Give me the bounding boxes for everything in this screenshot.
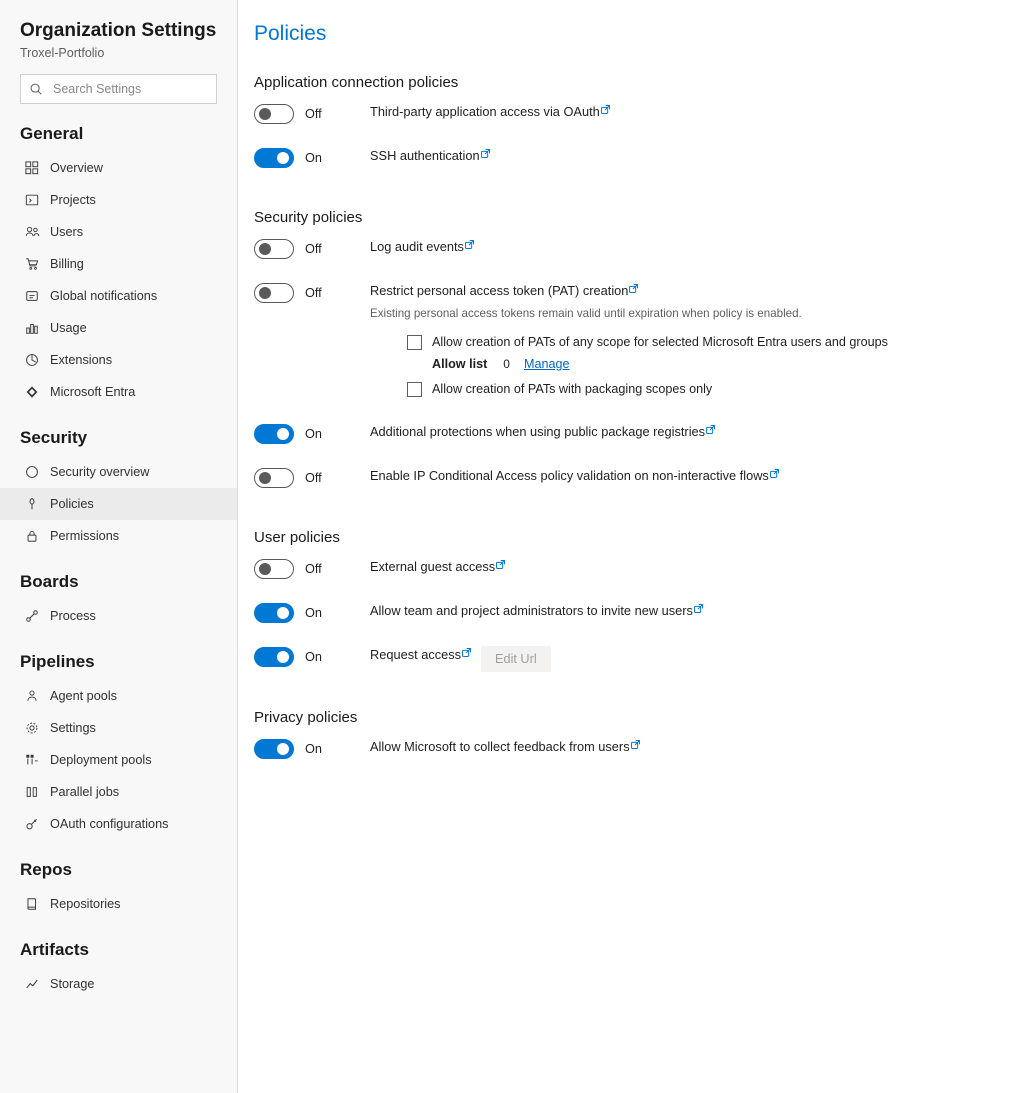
grid-icon [24,160,40,176]
external-link-icon[interactable] [770,467,779,485]
policy-toggle-group [254,102,370,124]
search-icon [29,82,43,96]
policy-toggle-group [254,737,370,759]
toggle-knob [277,607,289,619]
checkbox-label: Allow creation of PATs of any scope for selected Microsoft Entra users and groups [432,335,888,349]
policy-toggle-state: Off [305,242,322,256]
section-title: Security policies [254,209,363,226]
oauth-icon [24,816,40,832]
projects-icon [24,192,40,208]
policy-row [254,728,994,772]
policy-label: External guest access [370,559,496,574]
sidebar-item-global-notifications[interactable] [0,280,237,312]
policy-label: Request access [370,647,462,662]
policy-toggle-state: On [305,427,322,441]
policy-body [370,422,994,441]
sidebar-item-label: Process [50,609,96,623]
policy-toggle-state: Off [305,107,322,121]
policy-toggle-group [254,557,370,579]
policy-label: Allow Microsoft to collect feedback from users [370,739,630,754]
entra-icon [24,384,40,400]
policy-label-line [370,467,994,485]
sidebar [0,0,238,1093]
nav-group-title: Security [20,428,88,447]
sidebar-item-label: Settings [50,721,96,735]
sidebar-item-settings[interactable] [0,712,237,744]
policy-sections [254,74,994,772]
sidebar-item-permissions[interactable] [0,520,237,552]
edit-url-button[interactable]: Edit Url [481,646,551,672]
policy-label: Allow team and project administrators to invite new users [370,603,693,618]
nav-group-title: General [20,124,84,143]
policy-row [254,548,994,592]
sidebar-item-label: Billing [50,257,84,271]
policy-label: Log audit events [370,239,464,254]
gear-icon [24,720,40,736]
sidebar-item-users[interactable] [0,216,237,248]
policy-toggle-state: On [305,606,322,620]
policy-row [254,457,994,501]
nav-group-title: Artifacts [20,940,89,959]
checkbox-label: Allow creation of PATs with packaging scopes only [432,382,713,396]
external-link-icon[interactable] [631,738,640,756]
sidebar-item-label: Usage [50,321,87,335]
policy-label: Enable IP Conditional Access policy validation on non-interactive flows [370,468,769,483]
sidebar-item-usage[interactable] [0,312,237,344]
sidebar-item-label: Security overview [50,465,150,479]
bell-icon [24,288,40,304]
policy-label-line [370,238,994,256]
toggle-knob [259,108,271,120]
users-icon [24,224,40,240]
policy-toggle-state: On [305,151,322,165]
sidebar-item-label: Repositories [50,897,121,911]
sidebar-item-oauth-configurations[interactable] [0,808,237,840]
main-content [238,0,1018,1093]
sidebar-item-storage[interactable] [0,968,237,1000]
policy-row [254,228,994,272]
policy-row [254,413,994,457]
policy-label-line [370,103,994,121]
toggle-knob [277,152,289,164]
manage-allow-list-link[interactable]: Manage [523,357,570,371]
policy-row [254,272,994,413]
policy-toggle-state: Off [305,286,322,300]
policy-label-line [370,738,994,756]
external-link-icon[interactable] [465,238,474,256]
policy-body [370,737,994,756]
nav-group-title: Pipelines [20,652,95,671]
shield-icon [24,464,40,480]
organization-name: Troxel-Portfolio [20,46,105,60]
policy-help-text: Existing personal access tokens remain valid until expiration when policy is enabled. [370,307,802,320]
toggle-knob [259,287,271,299]
policy-toggle[interactable] [254,559,294,579]
toggle-knob [277,743,289,755]
usage-icon [24,320,40,336]
checkbox[interactable] [407,335,422,350]
permissions-icon [24,528,40,544]
sidebar-item-label: Global notifications [50,289,158,303]
sidebar-item-repositories[interactable] [0,888,237,920]
sidebar-item-projects[interactable] [0,184,237,216]
external-link-icon[interactable] [629,282,638,300]
policy-label: Third-party application access via OAuth [370,104,600,119]
external-link-icon[interactable] [706,423,715,441]
sidebar-item-extensions[interactable] [0,344,237,376]
policy-label-line [370,602,994,620]
search-input[interactable] [51,81,208,97]
policy-label-line [370,282,994,300]
sidebar-item-label: Policies [50,497,94,511]
external-link-icon[interactable] [601,103,610,121]
page-title: Policies [254,22,327,45]
sidebar-item-policies[interactable] [0,488,237,520]
policy-row [254,137,994,181]
policy-sub-options [370,334,994,398]
policy-toggle[interactable] [254,647,294,667]
policy-toggle-group [254,645,370,667]
allow-list-label: Allow list [432,357,488,371]
sidebar-item-process[interactable] [0,600,237,632]
sidebar-item-label: Projects [50,193,96,207]
sidebar-item-label: Overview [50,161,103,175]
allow-list-count: 0 [503,357,510,371]
policy-toggle[interactable] [254,283,294,303]
sidebar-item-security-overview[interactable] [0,456,237,488]
policy-toggle[interactable] [254,424,294,444]
policy-label: Restrict personal access token (PAT) creation [370,283,629,298]
policy-body [370,557,994,576]
sidebar-item-overview[interactable] [0,152,237,184]
policy-toggle-group [254,237,370,259]
toggle-knob [259,563,271,575]
policy-toggle[interactable] [254,603,294,623]
section-title: Application connection policies [254,74,459,91]
policy-toggle-state: Off [305,471,322,485]
nav-group-title: Boards [20,572,79,591]
policy-toggle-group [254,601,370,623]
policy-body [370,146,994,165]
storage-icon [24,976,40,992]
sidebar-item-deployment-pools[interactable] [0,744,237,776]
policy-toggle[interactable] [254,468,294,488]
policy-label-line [370,423,994,441]
policy-toggle[interactable] [254,239,294,259]
sidebar-item-microsoft-entra[interactable] [0,376,237,408]
external-link-icon[interactable] [694,602,703,620]
sidebar-item-label: Parallel jobs [50,785,120,799]
policy-body [370,645,994,672]
toggle-knob [277,428,289,440]
nav-group-title: Repos [20,860,72,879]
policy-toggle-group [254,422,370,444]
toggle-knob [277,651,289,663]
policy-toggle-group [254,146,370,168]
billing-icon [24,256,40,272]
sidebar-item-agent-pools[interactable] [0,680,237,712]
policy-toggle-state: Off [305,562,322,576]
parallel-jobs-icon [24,784,40,800]
policy-body [370,237,994,256]
policy-label-line [370,558,994,576]
section-title: Privacy policies [254,709,358,726]
search-settings-box[interactable] [20,74,217,104]
organization-title: Organization Settings [20,20,217,41]
sidebar-item-label: Storage [50,977,95,991]
policy-row [254,592,994,636]
policy-body [370,601,994,620]
section-title: User policies [254,529,340,546]
sidebar-item-label: Microsoft Entra [50,385,136,399]
checkbox-row[interactable] [407,334,994,351]
external-link-icon[interactable] [496,558,505,576]
policy-row [254,93,994,137]
policy-label-line [370,147,994,165]
allow-list-row [407,357,994,371]
toggle-knob [259,472,271,484]
sidebar-nav [0,104,237,1000]
policy-row [254,636,994,681]
sidebar-item-label: Permissions [50,529,120,543]
deployment-pools-icon [24,752,40,768]
policies-icon [24,496,40,512]
repositories-icon [24,896,40,912]
policy-label: Additional protections when using public package registries [370,424,706,439]
extensions-icon [24,352,40,368]
sidebar-item-label: Extensions [50,353,113,367]
policy-body [370,466,994,485]
checkbox[interactable] [407,382,422,397]
sidebar-item-parallel-jobs[interactable] [0,776,237,808]
process-icon [24,608,40,624]
sidebar-item-label: Users [50,225,84,239]
policy-toggle[interactable] [254,104,294,124]
policy-toggle-group [254,281,370,303]
sidebar-item-label: OAuth configurations [50,817,169,831]
sidebar-item-label: Agent pools [50,689,118,703]
sidebar-item-billing[interactable] [0,248,237,280]
sidebar-item-label: Deployment pools [50,753,152,767]
policy-label: SSH authentication [370,148,480,163]
external-link-icon[interactable] [481,147,490,165]
agent-pools-icon [24,688,40,704]
checkbox-row[interactable] [407,381,994,398]
policy-toggle[interactable] [254,148,294,168]
policy-body [370,102,994,121]
policy-body [370,281,994,404]
toggle-knob [259,243,271,255]
policy-toggle-state: On [305,650,322,664]
policy-toggle-group [254,466,370,488]
policy-label-line [370,646,994,672]
policy-toggle-state: On [305,742,322,756]
external-link-icon[interactable] [462,646,471,664]
policy-toggle[interactable] [254,739,294,759]
